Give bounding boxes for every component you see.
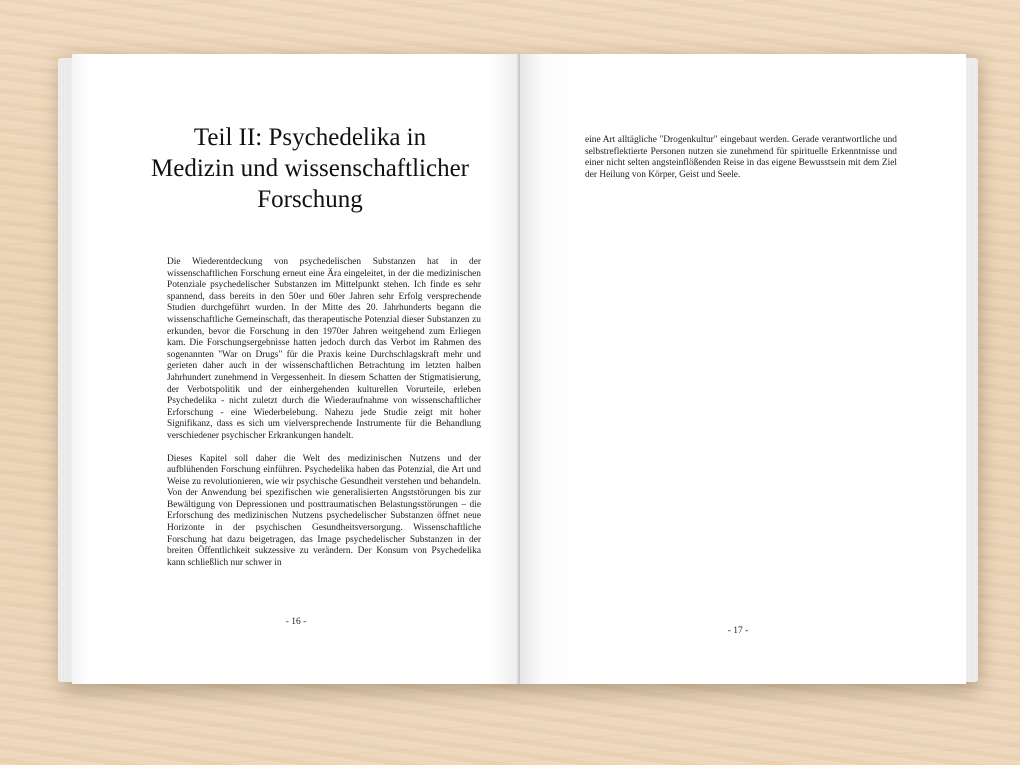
page-number-right: - 17 - <box>727 626 749 636</box>
page-number-left: - 16 - <box>285 617 307 627</box>
right-page-body <box>585 135 897 192</box>
open-book <box>58 52 978 688</box>
page-edges-right <box>964 58 978 682</box>
left-page-body <box>167 257 481 580</box>
right-page <box>520 54 966 684</box>
left-page <box>72 54 520 684</box>
paragraph: Dieses Kapitel soll daher die Welt des medizinischen Nutzens und der aufblühenden Forschung einführen. Psychedelika haben das Potenzial, die Art und Weise zu revolutionieren, wie wir psychische Gesundheit verstehen und behandeln. Von der Anwendung bei spezifischen wie generalisierten Angststörungen bis zur Bewältigung von Depressionen und posttraumatischen Belastungsstörungen – die Erforschung des medizinischen Nutzens psychedelischer Substanzen öffnet neue Horizonte in der psychischen Gesundheitsversorgung. Wissenschaftliche Forschung hat dazu beigetragen, das Image psychedelischer Substanzen in der breiten Öffentlichkeit sukzessive zu verändern. Der Konsum von Psychedelika kann schließlich nur schwer in <box>167 453 481 568</box>
chapter-title: Teil II: Psychedelika in Medizin und wissenschaftlicher Forschung <box>151 124 469 213</box>
paragraph: Die Wiederentdeckung von psychedelischen Substanzen hat in der wissenschaftlichen Forschung erneut eine Ära eingeleitet, in der die medizinischen Potenziale psychedelischer Substanzen im Mittelpunkt stehen. Ich finde es sehr spannend, dass bereits in den 50er und 60er Jahren sehr Erfolg versprechende Studien durchgeführt wurden. In der Mitte des 20. Jahrhunderts begann die wissenschaftliche Gemeinschaft, das therapeutische Potenzial dieser Substanzen zu erkunden, bevor die Forschung in den 1970er Jahren weitgehend zum Erliegen kam. Die Forschungsergebnisse hatten jedoch durch das Verbot im Rahmen des sogenannten "War on Drugs" für die Praxis keine Durchschlagskraft mehr und gerieten daher auch in der wissenschaftlichen Betrachtung im letzten halben Jahrhundert zunehmend in Vergessenheit. In diesem Schatten der Stigmatisierung, der Verbotspolitik und der einhergehenden kulturellen Vorurteile, erleben Psychedelika - nicht zuletzt durch die Wiederaufnahme von wissenschaftlicher Erforschung - eine Wiederbelebung. Nahezu jede Studie zeigt mit hoher Signifikanz, dass es sich um vielversprechende Instrumente für die Behandlung verschiedener psychischer Erkrankungen handelt. <box>167 257 481 441</box>
paragraph: eine Art alltägliche "Drogenkultur" eingebaut werden. Gerade verantwortliche und selbstreflektierte Personen nutzen sie zunehmend für spirituelle Erkenntnisse und einer nicht selten angsteinflößenden Reise in das eigene Bewusstsein mit dem Ziel der Heilung von Körper, Geist und Seele. <box>585 135 897 180</box>
